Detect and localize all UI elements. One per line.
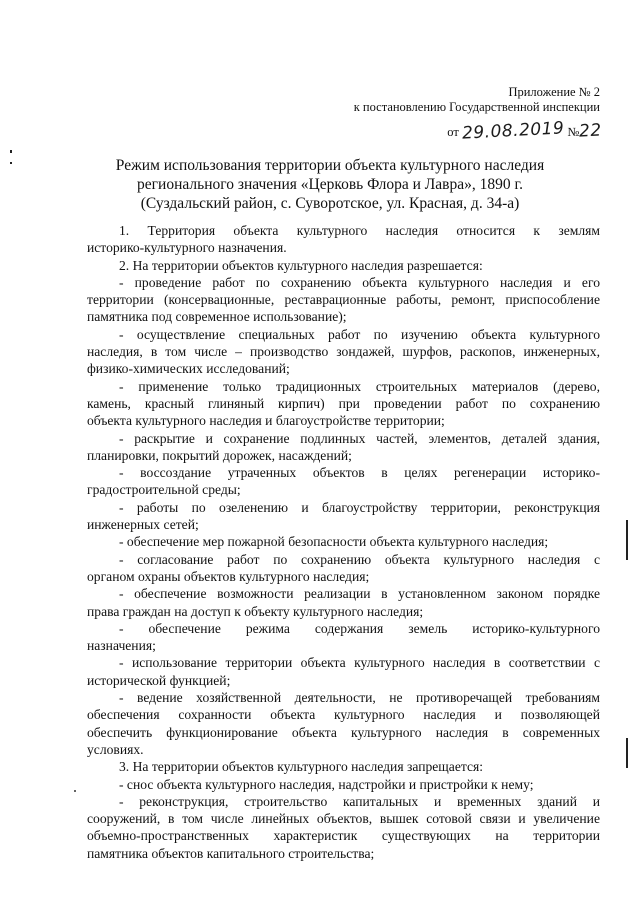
body-line: права граждан на доступ к объекту культурного наследия;	[87, 603, 424, 619]
handwritten-date: 29.08.2019	[461, 118, 565, 144]
body-line: памятника под современное использование);	[87, 309, 347, 325]
scan-mark	[626, 520, 628, 560]
body-line: памятника объектов капитального строительства;	[87, 845, 375, 861]
body-line: - применение только традиционных строительных материалов (дерево,	[119, 378, 600, 394]
title-line: регионального значения «Церковь Флора и Лавра», 1890 г.	[137, 176, 523, 193]
body-line: наследия, в том числе – производство зондажей, шурфов, раскопов, инженерных,	[87, 344, 600, 360]
body-line: - обеспечение мер пожарной безопасности объекта культурного наследия;	[119, 534, 549, 550]
body-line: - воссоздание утраченных объектов в целях регенерации историко-	[119, 465, 600, 481]
body-line: историко-культурного назначения.	[87, 240, 287, 256]
body-line: - согласование работ по сохранению объекта культурного наследия с	[119, 551, 600, 567]
body-line: территории (консервационные, реставрационные работы, ремонт, приспособление	[87, 292, 600, 308]
appendix-reference: к постановлению Государственной инспекции	[353, 100, 600, 114]
body-line: 3. На территории объектов культурного наследия запрещается:	[119, 759, 484, 775]
document-body	[87, 222, 600, 862]
body-line: - использование территории объекта культурного наследия в соответствии с	[119, 655, 600, 671]
body-line: назначения;	[87, 638, 156, 654]
body-line: обеспечения сохранности объекта культурного наследия и позволяющей	[87, 707, 600, 723]
body-line: планировки, покрытий дорожек, насаждений;	[87, 447, 352, 463]
body-line: исторической функцией;	[87, 672, 231, 688]
body-line: градостроительной среды;	[87, 482, 241, 498]
appendix-date-line	[447, 118, 603, 144]
body-line: 2. На территории объектов культурного наследия разрешается:	[119, 257, 483, 273]
title-line: Режим использования территории объекта культурного наследия	[115, 157, 545, 174]
body-line: - работы по озеленению и благоустройству территории, реконструкция	[119, 499, 600, 515]
number-prefix: №	[567, 125, 580, 139]
date-prefix: от	[447, 125, 459, 139]
body-line: - проведение работ по сохранению объекта культурного наследия и его	[119, 274, 600, 290]
document-title	[100, 156, 560, 213]
body-line: - снос объекта культурного наследия, надстройки и пристройки к нему;	[119, 776, 534, 792]
handwritten-number: 22	[578, 120, 603, 142]
body-line: инженерных сетей;	[87, 517, 199, 533]
body-line: органом охраны объектов культурного наследия;	[87, 568, 370, 584]
body-line: сооружений, в том числе линейных объектов, вышек сотовой связи и увеличение	[87, 811, 600, 827]
title-line: (Суздальский район, с. Суворотское, ул. Красная, д. 34-а)	[140, 195, 520, 212]
body-line: - обеспечение режима содержания земель историко-культурного	[119, 620, 600, 636]
body-line: объемно-пространственных характеристик существующих на территории	[87, 828, 600, 844]
body-line: 1. Территория объекта культурного наследия относится к землям	[119, 223, 600, 238]
body-line: - реконструкция, строительство капитальных и временных зданий и	[119, 793, 600, 809]
body-line: камень, красный глиняный кирпич) при проведении работ по сохранению	[87, 395, 600, 411]
body-line: условиях.	[87, 741, 144, 757]
scan-mark	[10, 162, 12, 164]
body-line: обеспечить функционирование объекта культурного наследия в современных	[87, 724, 600, 740]
appendix-label: Приложение № 2	[508, 85, 600, 99]
scan-mark	[10, 150, 12, 153]
body-line: - осуществление специальных работ по изучению объекта культурного	[119, 326, 600, 342]
body-line: - ведение хозяйственной деятельности, не противоречащей требованиям	[119, 690, 600, 706]
body-line: физико-химических исследований;	[87, 361, 290, 377]
body-line: - раскрытие и сохранение подлинных частей, элементов, деталей здания,	[119, 430, 600, 446]
scan-dot	[74, 790, 76, 792]
scan-mark	[626, 738, 628, 768]
body-line: объекта культурного наследия и благоустройстве территории;	[87, 413, 445, 429]
body-line: - обеспечение возможности реализации в установленном законом порядке	[119, 586, 600, 602]
